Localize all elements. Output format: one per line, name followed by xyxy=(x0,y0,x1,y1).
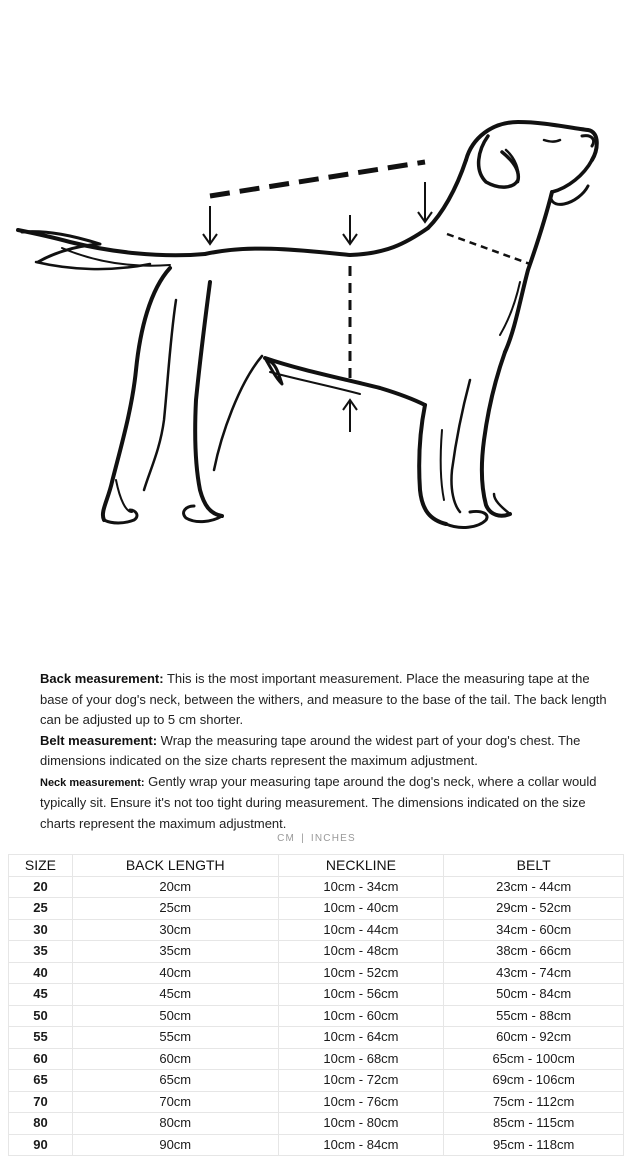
neck-measurement-label: Neck measurement: xyxy=(40,776,145,789)
back-measurement-label: Back measurement: xyxy=(40,671,164,686)
size-rows xyxy=(9,876,624,1156)
cell-neckline: 10cm - 80cm xyxy=(278,1113,444,1135)
cell-back-length: 35cm xyxy=(72,941,278,963)
back-measurement-text: This is the most important measurement. Place the measuring tape at the base of your dog's neck, between the withers, and measure to the base of the tail. The back length can be adjusted up to 5 cm shorter. xyxy=(40,671,607,727)
cell-size: 65 xyxy=(9,1070,73,1092)
cell-belt: 34cm - 60cm xyxy=(444,919,624,941)
cell-size: 80 xyxy=(9,1113,73,1135)
unit-cm-option[interactable]: CM xyxy=(277,833,296,844)
table-row xyxy=(9,876,624,898)
cell-neckline: 10cm - 34cm xyxy=(278,876,444,898)
cell-belt: 50cm - 84cm xyxy=(444,984,624,1006)
cell-belt: 60cm - 92cm xyxy=(444,1027,624,1049)
belt-measurement-label: Belt measurement: xyxy=(40,732,158,748)
table-row xyxy=(9,1134,624,1156)
cell-neckline: 10cm - 84cm xyxy=(278,1134,444,1156)
cell-back-length: 40cm xyxy=(72,962,278,984)
cell-size: 20 xyxy=(9,876,73,898)
cell-back-length: 55cm xyxy=(72,1027,278,1049)
cell-size: 55 xyxy=(9,1027,73,1049)
cell-belt: 95cm - 118cm xyxy=(444,1134,624,1156)
table-row xyxy=(9,1070,624,1092)
cell-size: 70 xyxy=(9,1091,73,1113)
back-measurement-paragraph xyxy=(40,669,620,731)
cell-belt: 38cm - 66cm xyxy=(444,941,624,963)
arrow-up-icon xyxy=(343,400,357,432)
cell-size: 35 xyxy=(9,941,73,963)
neck-measurement-text: Gently wrap your measuring tape around the dog's neck, where a collar would typically sit. Ensure it's not too tight during measurement. The dimensions indicated on the size charts represent the maximum adjustment. xyxy=(40,773,597,831)
back-length-dashed-icon xyxy=(210,162,425,196)
cell-belt: 69cm - 106cm xyxy=(444,1070,624,1092)
belt-measurement-paragraph xyxy=(40,731,620,772)
table-row xyxy=(9,1027,624,1049)
size-chart-table xyxy=(8,854,624,1156)
cell-belt: 29cm - 52cm xyxy=(444,898,624,920)
measurement-instructions xyxy=(40,669,620,834)
table-header-row xyxy=(9,855,624,877)
table-row xyxy=(9,919,624,941)
cell-size: 60 xyxy=(9,1048,73,1070)
cell-size: 90 xyxy=(9,1134,73,1156)
cell-back-length: 90cm xyxy=(72,1134,278,1156)
table-row xyxy=(9,984,624,1006)
header-neckline: NECKLINE xyxy=(278,855,444,877)
cell-neckline: 10cm - 64cm xyxy=(278,1027,444,1049)
cell-neckline: 10cm - 72cm xyxy=(278,1070,444,1092)
cell-belt: 65cm - 100cm xyxy=(444,1048,624,1070)
cell-belt: 85cm - 115cm xyxy=(444,1113,624,1135)
arrow-down-icon xyxy=(203,206,217,244)
table-row xyxy=(9,1091,624,1113)
cell-size: 25 xyxy=(9,898,73,920)
header-size: SIZE xyxy=(9,855,73,877)
cell-neckline: 10cm - 44cm xyxy=(278,919,444,941)
belt-measurement-text: Wrap the measuring tape around the widest part of your dog's chest. The dimensions indicated on the size charts represent the maximum adjustment. xyxy=(40,732,581,768)
cell-belt: 23cm - 44cm xyxy=(444,876,624,898)
cell-neckline: 10cm - 60cm xyxy=(278,1005,444,1027)
cell-back-length: 45cm xyxy=(72,984,278,1006)
cell-belt: 75cm - 112cm xyxy=(444,1091,624,1113)
table-row xyxy=(9,898,624,920)
dog-measurement-illustration xyxy=(0,0,633,560)
cell-neckline: 10cm - 56cm xyxy=(278,984,444,1006)
cell-neckline: 10cm - 76cm xyxy=(278,1091,444,1113)
cell-neckline: 10cm - 48cm xyxy=(278,941,444,963)
table-row xyxy=(9,1048,624,1070)
cell-belt: 55cm - 88cm xyxy=(444,1005,624,1027)
cell-back-length: 60cm xyxy=(72,1048,278,1070)
cell-size: 30 xyxy=(9,919,73,941)
cell-back-length: 25cm xyxy=(72,898,278,920)
cell-back-length: 30cm xyxy=(72,919,278,941)
cell-neckline: 10cm - 52cm xyxy=(278,962,444,984)
table-row xyxy=(9,962,624,984)
unit-toggle xyxy=(0,833,633,844)
cell-neckline: 10cm - 68cm xyxy=(278,1048,444,1070)
header-belt: BELT xyxy=(444,855,624,877)
cell-size: 50 xyxy=(9,1005,73,1027)
table-row xyxy=(9,1005,624,1027)
header-back-length: BACK LENGTH xyxy=(72,855,278,877)
cell-belt: 43cm - 74cm xyxy=(444,962,624,984)
cell-back-length: 65cm xyxy=(72,1070,278,1092)
cell-back-length: 80cm xyxy=(72,1113,278,1135)
neck-measurement-paragraph xyxy=(40,772,620,835)
cell-size: 40 xyxy=(9,962,73,984)
table-row xyxy=(9,941,624,963)
unit-separator: | xyxy=(301,833,305,844)
cell-back-length: 70cm xyxy=(72,1091,278,1113)
cell-neckline: 10cm - 40cm xyxy=(278,898,444,920)
cell-back-length: 20cm xyxy=(72,876,278,898)
cell-back-length: 50cm xyxy=(72,1005,278,1027)
table-row xyxy=(9,1113,624,1135)
neckline-dashed-icon xyxy=(447,234,530,264)
unit-inches-option[interactable]: INCHES xyxy=(310,833,356,844)
arrow-down-icon xyxy=(343,215,357,244)
arrow-down-icon xyxy=(418,182,432,222)
cell-size: 45 xyxy=(9,984,73,1006)
